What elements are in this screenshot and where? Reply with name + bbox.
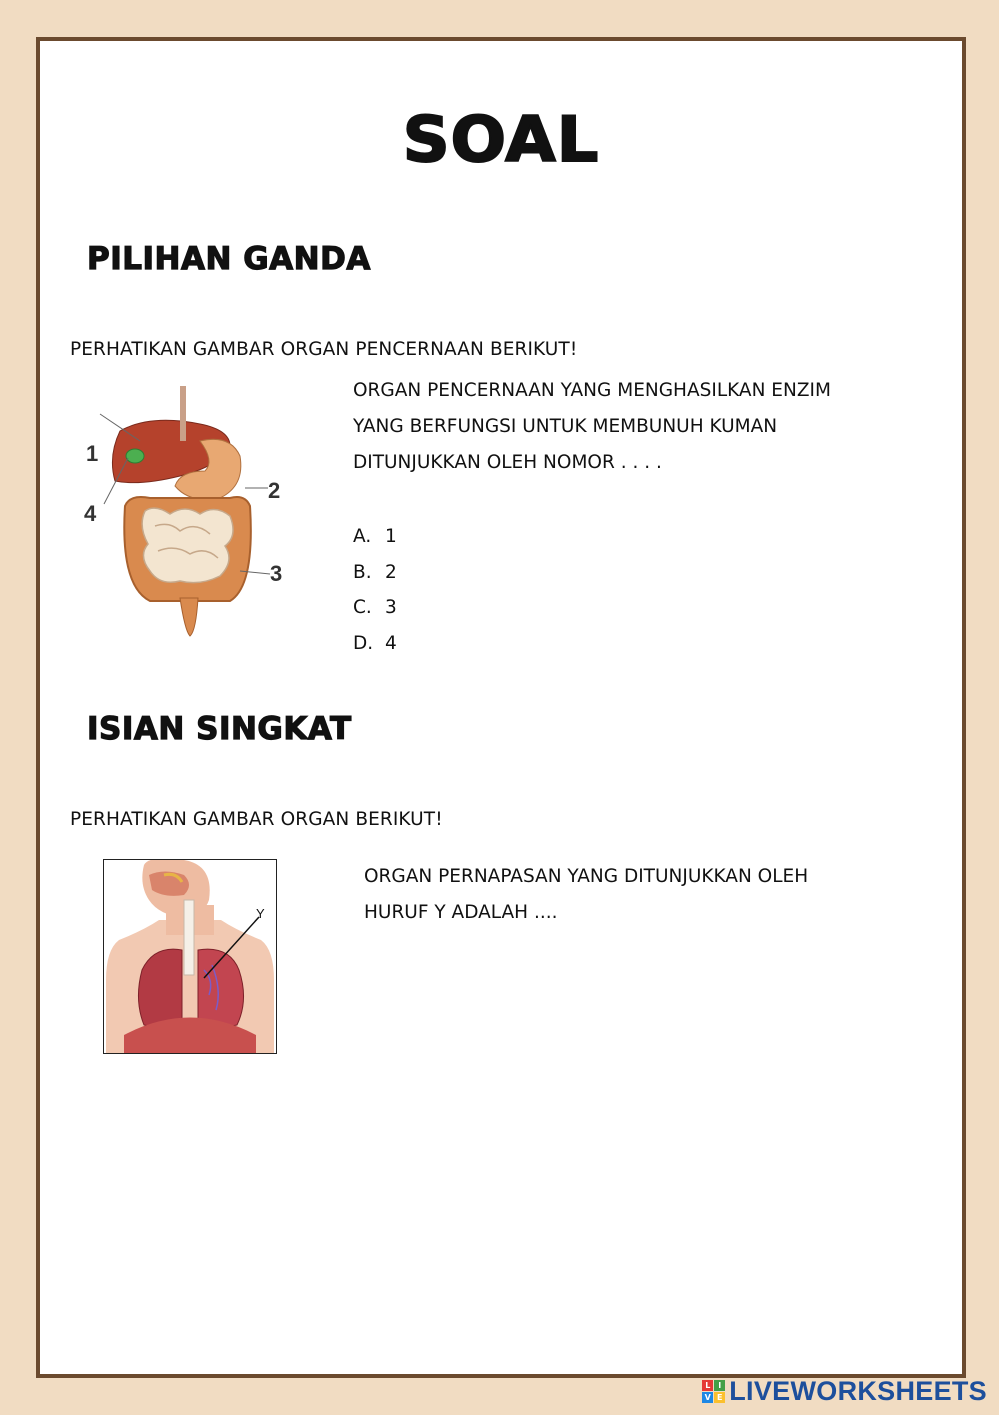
answer-options (353, 519, 397, 661)
option-a[interactable]: A. 1 (353, 526, 397, 547)
image-label-y: Y (256, 906, 265, 921)
prompt-respiratory: PERHATIKAN GAMBAR ORGAN BERIKUT! (70, 809, 443, 830)
image-label-2: 2 (268, 478, 281, 503)
question-text-respiratory (364, 859, 808, 931)
brand-name: LIVEWORKSHEETS (729, 1375, 987, 1406)
question-text-digestive (353, 373, 831, 481)
section-heading-multiple-choice: PILIHAN GANDA (87, 241, 371, 277)
question-line: ORGAN PENCERNAAN YANG MENGHASILKAN ENZIM (353, 380, 831, 401)
image-label-1: 1 (86, 441, 99, 466)
respiratory-system-image (103, 859, 277, 1054)
question-line: ORGAN PERNAPASAN YANG DITUNJUKKAN OLEH (364, 866, 809, 887)
digestive-system-image (80, 386, 300, 644)
worksheet-page (36, 37, 966, 1378)
question-line: YANG BERFUNGSI UNTUK MEMBUNUH KUMAN (353, 416, 778, 437)
question-line: HURUF Y ADALAH .... (364, 902, 558, 923)
image-label-3: 3 (270, 561, 283, 586)
logo-icon: L I V E (702, 1380, 725, 1403)
liveworksheets-logo[interactable] (702, 1377, 987, 1405)
option-d[interactable]: D. 4 (353, 632, 397, 654)
question-line: DITUNJUKKAN OLEH NOMOR . . . . (353, 452, 662, 473)
section-heading-short-answer: ISIAN SINGKAT (87, 711, 352, 747)
page-title: SOAL (402, 103, 600, 176)
image-label-4: 4 (84, 501, 97, 526)
option-b[interactable]: B. 2 (353, 561, 397, 583)
option-c[interactable]: C. 3 (353, 597, 397, 618)
prompt-digestive: PERHATIKAN GAMBAR ORGAN PENCERNAAN BERIKUT! (70, 339, 578, 360)
